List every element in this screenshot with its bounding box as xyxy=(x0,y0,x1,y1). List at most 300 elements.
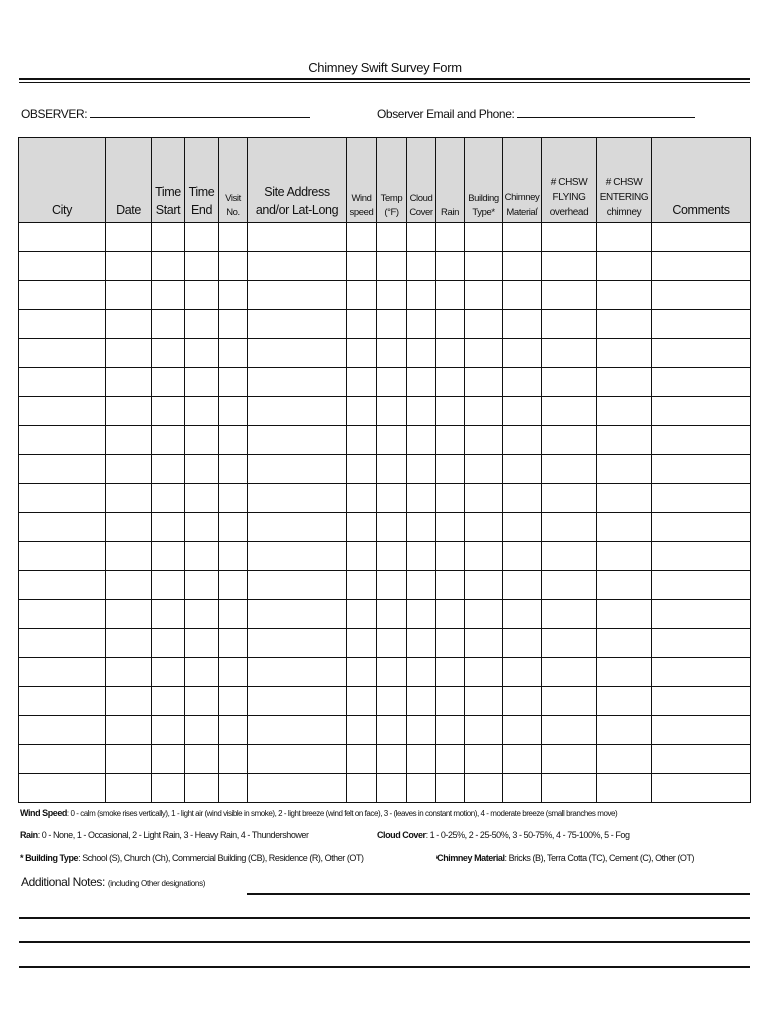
cell-site-address[interactable] xyxy=(248,484,347,513)
cell-rain[interactable] xyxy=(436,658,465,687)
cell-date[interactable] xyxy=(106,426,152,455)
cell-wind-speed[interactable] xyxy=(347,252,377,281)
cell-comments[interactable] xyxy=(652,426,751,455)
email-phone-input-line[interactable] xyxy=(517,105,695,118)
cell-city[interactable] xyxy=(19,252,106,281)
cell-time-end[interactable] xyxy=(185,716,219,745)
cell-chsw-entering[interactable] xyxy=(597,339,652,368)
cell-cloud-cover[interactable] xyxy=(407,426,436,455)
cell-building-type[interactable] xyxy=(465,426,503,455)
cell-date[interactable] xyxy=(106,774,152,803)
cell-time-start[interactable] xyxy=(152,310,185,339)
cell-cloud-cover[interactable] xyxy=(407,513,436,542)
cell-site-address[interactable] xyxy=(248,426,347,455)
cell-time-end[interactable] xyxy=(185,484,219,513)
cell-comments[interactable] xyxy=(652,600,751,629)
cell-chsw-flying[interactable] xyxy=(542,455,597,484)
cell-cloud-cover[interactable] xyxy=(407,368,436,397)
cell-wind-speed[interactable] xyxy=(347,426,377,455)
cell-chimney-material[interactable] xyxy=(503,600,542,629)
cell-chsw-entering[interactable] xyxy=(597,426,652,455)
cell-date[interactable] xyxy=(106,687,152,716)
cell-rain[interactable] xyxy=(436,455,465,484)
cell-building-type[interactable] xyxy=(465,629,503,658)
cell-date[interactable] xyxy=(106,223,152,252)
cell-wind-speed[interactable] xyxy=(347,339,377,368)
cell-time-end[interactable] xyxy=(185,310,219,339)
cell-chsw-entering[interactable] xyxy=(597,252,652,281)
cell-chsw-flying[interactable] xyxy=(542,600,597,629)
cell-chsw-flying[interactable] xyxy=(542,716,597,745)
cell-cloud-cover[interactable] xyxy=(407,745,436,774)
cell-chsw-flying[interactable] xyxy=(542,339,597,368)
cell-building-type[interactable] xyxy=(465,281,503,310)
cell-visit-no[interactable] xyxy=(219,252,248,281)
cell-comments[interactable] xyxy=(652,513,751,542)
cell-city[interactable] xyxy=(19,600,106,629)
cell-visit-no[interactable] xyxy=(219,658,248,687)
cell-city[interactable] xyxy=(19,542,106,571)
cell-chsw-entering[interactable] xyxy=(597,281,652,310)
cell-site-address[interactable] xyxy=(248,513,347,542)
cell-time-end[interactable] xyxy=(185,281,219,310)
cell-comments[interactable] xyxy=(652,716,751,745)
cell-comments[interactable] xyxy=(652,339,751,368)
cell-date[interactable] xyxy=(106,310,152,339)
cell-visit-no[interactable] xyxy=(219,571,248,600)
cell-chsw-flying[interactable] xyxy=(542,774,597,803)
cell-building-type[interactable] xyxy=(465,339,503,368)
cell-building-type[interactable] xyxy=(465,397,503,426)
cell-site-address[interactable] xyxy=(248,658,347,687)
cell-time-start[interactable] xyxy=(152,484,185,513)
cell-chsw-flying[interactable] xyxy=(542,484,597,513)
cell-rain[interactable] xyxy=(436,600,465,629)
cell-wind-speed[interactable] xyxy=(347,310,377,339)
cell-wind-speed[interactable] xyxy=(347,629,377,658)
cell-chsw-entering[interactable] xyxy=(597,455,652,484)
cell-building-type[interactable] xyxy=(465,223,503,252)
cell-temp[interactable] xyxy=(377,397,407,426)
cell-chimney-material[interactable] xyxy=(503,629,542,658)
cell-site-address[interactable] xyxy=(248,310,347,339)
cell-site-address[interactable] xyxy=(248,455,347,484)
cell-cloud-cover[interactable] xyxy=(407,310,436,339)
cell-chimney-material[interactable] xyxy=(503,223,542,252)
cell-date[interactable] xyxy=(106,716,152,745)
cell-visit-no[interactable] xyxy=(219,542,248,571)
cell-rain[interactable] xyxy=(436,745,465,774)
cell-comments[interactable] xyxy=(652,310,751,339)
cell-time-start[interactable] xyxy=(152,629,185,658)
cell-time-end[interactable] xyxy=(185,252,219,281)
observer-input-line[interactable] xyxy=(90,105,310,118)
cell-building-type[interactable] xyxy=(465,774,503,803)
cell-comments[interactable] xyxy=(652,571,751,600)
cell-building-type[interactable] xyxy=(465,745,503,774)
cell-site-address[interactable] xyxy=(248,281,347,310)
cell-time-start[interactable] xyxy=(152,571,185,600)
cell-temp[interactable] xyxy=(377,252,407,281)
cell-chsw-flying[interactable] xyxy=(542,397,597,426)
cell-site-address[interactable] xyxy=(248,600,347,629)
cell-building-type[interactable] xyxy=(465,571,503,600)
cell-cloud-cover[interactable] xyxy=(407,223,436,252)
cell-city[interactable] xyxy=(19,658,106,687)
cell-site-address[interactable] xyxy=(248,687,347,716)
cell-chsw-flying[interactable] xyxy=(542,426,597,455)
cell-building-type[interactable] xyxy=(465,310,503,339)
cell-temp[interactable] xyxy=(377,426,407,455)
cell-chsw-entering[interactable] xyxy=(597,745,652,774)
cell-city[interactable] xyxy=(19,484,106,513)
cell-visit-no[interactable] xyxy=(219,368,248,397)
cell-building-type[interactable] xyxy=(465,600,503,629)
cell-wind-speed[interactable] xyxy=(347,658,377,687)
cell-city[interactable] xyxy=(19,571,106,600)
cell-date[interactable] xyxy=(106,513,152,542)
cell-building-type[interactable] xyxy=(465,455,503,484)
cell-city[interactable] xyxy=(19,339,106,368)
cell-visit-no[interactable] xyxy=(219,716,248,745)
cell-rain[interactable] xyxy=(436,368,465,397)
cell-time-start[interactable] xyxy=(152,542,185,571)
cell-wind-speed[interactable] xyxy=(347,513,377,542)
cell-building-type[interactable] xyxy=(465,542,503,571)
notes-line-1[interactable] xyxy=(247,893,750,895)
cell-rain[interactable] xyxy=(436,281,465,310)
cell-wind-speed[interactable] xyxy=(347,716,377,745)
cell-comments[interactable] xyxy=(652,397,751,426)
cell-building-type[interactable] xyxy=(465,368,503,397)
cell-chsw-entering[interactable] xyxy=(597,513,652,542)
cell-cloud-cover[interactable] xyxy=(407,339,436,368)
cell-chsw-flying[interactable] xyxy=(542,629,597,658)
cell-date[interactable] xyxy=(106,339,152,368)
cell-rain[interactable] xyxy=(436,252,465,281)
cell-temp[interactable] xyxy=(377,745,407,774)
cell-chsw-flying[interactable] xyxy=(542,252,597,281)
cell-time-start[interactable] xyxy=(152,716,185,745)
cell-time-end[interactable] xyxy=(185,745,219,774)
cell-time-end[interactable] xyxy=(185,687,219,716)
cell-rain[interactable] xyxy=(436,426,465,455)
cell-date[interactable] xyxy=(106,368,152,397)
cell-building-type[interactable] xyxy=(465,513,503,542)
email-phone-field[interactable] xyxy=(377,105,695,121)
cell-temp[interactable] xyxy=(377,455,407,484)
cell-time-start[interactable] xyxy=(152,397,185,426)
cell-date[interactable] xyxy=(106,484,152,513)
cell-temp[interactable] xyxy=(377,571,407,600)
cell-chsw-flying[interactable] xyxy=(542,571,597,600)
cell-time-start[interactable] xyxy=(152,600,185,629)
cell-chsw-entering[interactable] xyxy=(597,658,652,687)
cell-temp[interactable] xyxy=(377,310,407,339)
cell-temp[interactable] xyxy=(377,542,407,571)
cell-visit-no[interactable] xyxy=(219,455,248,484)
cell-chimney-material[interactable] xyxy=(503,571,542,600)
notes-line-2[interactable] xyxy=(19,917,750,919)
cell-chsw-flying[interactable] xyxy=(542,513,597,542)
cell-city[interactable] xyxy=(19,223,106,252)
cell-city[interactable] xyxy=(19,716,106,745)
cell-chsw-entering[interactable] xyxy=(597,629,652,658)
cell-city[interactable] xyxy=(19,745,106,774)
cell-temp[interactable] xyxy=(377,774,407,803)
cell-cloud-cover[interactable] xyxy=(407,629,436,658)
cell-cloud-cover[interactable] xyxy=(407,484,436,513)
cell-comments[interactable] xyxy=(652,281,751,310)
cell-cloud-cover[interactable] xyxy=(407,397,436,426)
cell-chimney-material[interactable] xyxy=(503,484,542,513)
cell-time-start[interactable] xyxy=(152,223,185,252)
cell-cloud-cover[interactable] xyxy=(407,571,436,600)
cell-date[interactable] xyxy=(106,542,152,571)
cell-comments[interactable] xyxy=(652,774,751,803)
cell-time-start[interactable] xyxy=(152,658,185,687)
cell-city[interactable] xyxy=(19,455,106,484)
cell-time-end[interactable] xyxy=(185,368,219,397)
cell-date[interactable] xyxy=(106,455,152,484)
cell-time-start[interactable] xyxy=(152,745,185,774)
cell-visit-no[interactable] xyxy=(219,484,248,513)
cell-site-address[interactable] xyxy=(248,774,347,803)
cell-time-end[interactable] xyxy=(185,658,219,687)
cell-time-end[interactable] xyxy=(185,571,219,600)
cell-rain[interactable] xyxy=(436,542,465,571)
cell-time-start[interactable] xyxy=(152,339,185,368)
cell-site-address[interactable] xyxy=(248,368,347,397)
cell-site-address[interactable] xyxy=(248,571,347,600)
cell-time-start[interactable] xyxy=(152,687,185,716)
cell-chsw-entering[interactable] xyxy=(597,368,652,397)
cell-site-address[interactable] xyxy=(248,339,347,368)
cell-visit-no[interactable] xyxy=(219,513,248,542)
cell-cloud-cover[interactable] xyxy=(407,542,436,571)
cell-comments[interactable] xyxy=(652,629,751,658)
cell-visit-no[interactable] xyxy=(219,281,248,310)
cell-time-start[interactable] xyxy=(152,455,185,484)
cell-chsw-entering[interactable] xyxy=(597,716,652,745)
cell-building-type[interactable] xyxy=(465,658,503,687)
cell-rain[interactable] xyxy=(436,484,465,513)
cell-site-address[interactable] xyxy=(248,397,347,426)
cell-site-address[interactable] xyxy=(248,629,347,658)
cell-time-end[interactable] xyxy=(185,223,219,252)
notes-line-4[interactable] xyxy=(19,966,750,968)
cell-visit-no[interactable] xyxy=(219,600,248,629)
cell-wind-speed[interactable] xyxy=(347,281,377,310)
cell-wind-speed[interactable] xyxy=(347,397,377,426)
cell-wind-speed[interactable] xyxy=(347,745,377,774)
cell-rain[interactable] xyxy=(436,571,465,600)
cell-temp[interactable] xyxy=(377,629,407,658)
cell-site-address[interactable] xyxy=(248,252,347,281)
cell-comments[interactable] xyxy=(652,687,751,716)
cell-cloud-cover[interactable] xyxy=(407,600,436,629)
cell-cloud-cover[interactable] xyxy=(407,716,436,745)
cell-chimney-material[interactable] xyxy=(503,774,542,803)
cell-chsw-entering[interactable] xyxy=(597,774,652,803)
cell-time-start[interactable] xyxy=(152,774,185,803)
cell-site-address[interactable] xyxy=(248,542,347,571)
cell-visit-no[interactable] xyxy=(219,339,248,368)
cell-comments[interactable] xyxy=(652,252,751,281)
cell-chsw-flying[interactable] xyxy=(542,368,597,397)
cell-wind-speed[interactable] xyxy=(347,368,377,397)
cell-date[interactable] xyxy=(106,600,152,629)
cell-time-end[interactable] xyxy=(185,542,219,571)
cell-temp[interactable] xyxy=(377,658,407,687)
cell-wind-speed[interactable] xyxy=(347,774,377,803)
cell-rain[interactable] xyxy=(436,687,465,716)
cell-cloud-cover[interactable] xyxy=(407,252,436,281)
cell-temp[interactable] xyxy=(377,368,407,397)
cell-chimney-material[interactable] xyxy=(503,397,542,426)
cell-building-type[interactable] xyxy=(465,716,503,745)
cell-cloud-cover[interactable] xyxy=(407,281,436,310)
cell-chimney-material[interactable] xyxy=(503,513,542,542)
cell-temp[interactable] xyxy=(377,513,407,542)
notes-line-3[interactable] xyxy=(19,941,750,943)
cell-time-start[interactable] xyxy=(152,281,185,310)
cell-date[interactable] xyxy=(106,658,152,687)
cell-wind-speed[interactable] xyxy=(347,484,377,513)
cell-comments[interactable] xyxy=(652,455,751,484)
cell-site-address[interactable] xyxy=(248,223,347,252)
cell-chsw-flying[interactable] xyxy=(542,745,597,774)
cell-city[interactable] xyxy=(19,513,106,542)
cell-temp[interactable] xyxy=(377,687,407,716)
observer-field[interactable] xyxy=(21,105,310,121)
cell-site-address[interactable] xyxy=(248,716,347,745)
cell-cloud-cover[interactable] xyxy=(407,687,436,716)
cell-chimney-material[interactable] xyxy=(503,687,542,716)
cell-city[interactable] xyxy=(19,368,106,397)
cell-visit-no[interactable] xyxy=(219,310,248,339)
cell-chimney-material[interactable] xyxy=(503,310,542,339)
cell-date[interactable] xyxy=(106,397,152,426)
cell-chsw-flying[interactable] xyxy=(542,658,597,687)
cell-chsw-entering[interactable] xyxy=(597,223,652,252)
cell-comments[interactable] xyxy=(652,658,751,687)
cell-time-start[interactable] xyxy=(152,426,185,455)
cell-chimney-material[interactable] xyxy=(503,281,542,310)
cell-comments[interactable] xyxy=(652,484,751,513)
cell-chsw-entering[interactable] xyxy=(597,571,652,600)
cell-chimney-material[interactable] xyxy=(503,716,542,745)
cell-rain[interactable] xyxy=(436,397,465,426)
cell-comments[interactable] xyxy=(652,223,751,252)
cell-city[interactable] xyxy=(19,281,106,310)
cell-time-end[interactable] xyxy=(185,339,219,368)
cell-time-end[interactable] xyxy=(185,513,219,542)
cell-rain[interactable] xyxy=(436,223,465,252)
cell-temp[interactable] xyxy=(377,484,407,513)
cell-chimney-material[interactable] xyxy=(503,745,542,774)
cell-chsw-entering[interactable] xyxy=(597,600,652,629)
cell-city[interactable] xyxy=(19,687,106,716)
cell-chsw-flying[interactable] xyxy=(542,687,597,716)
cell-time-start[interactable] xyxy=(152,252,185,281)
cell-city[interactable] xyxy=(19,629,106,658)
cell-time-start[interactable] xyxy=(152,513,185,542)
cell-wind-speed[interactable] xyxy=(347,571,377,600)
cell-date[interactable] xyxy=(106,281,152,310)
cell-date[interactable] xyxy=(106,571,152,600)
cell-chsw-flying[interactable] xyxy=(542,542,597,571)
cell-wind-speed[interactable] xyxy=(347,542,377,571)
cell-chimney-material[interactable] xyxy=(503,426,542,455)
cell-rain[interactable] xyxy=(436,310,465,339)
cell-visit-no[interactable] xyxy=(219,397,248,426)
cell-city[interactable] xyxy=(19,774,106,803)
cell-chimney-material[interactable] xyxy=(503,658,542,687)
cell-chimney-material[interactable] xyxy=(503,455,542,484)
cell-time-end[interactable] xyxy=(185,426,219,455)
cell-chsw-entering[interactable] xyxy=(597,310,652,339)
cell-building-type[interactable] xyxy=(465,687,503,716)
cell-visit-no[interactable] xyxy=(219,629,248,658)
cell-date[interactable] xyxy=(106,252,152,281)
cell-wind-speed[interactable] xyxy=(347,223,377,252)
cell-time-end[interactable] xyxy=(185,455,219,484)
cell-temp[interactable] xyxy=(377,223,407,252)
cell-chsw-entering[interactable] xyxy=(597,397,652,426)
cell-cloud-cover[interactable] xyxy=(407,455,436,484)
cell-chsw-entering[interactable] xyxy=(597,484,652,513)
cell-date[interactable] xyxy=(106,745,152,774)
cell-cloud-cover[interactable] xyxy=(407,774,436,803)
cell-city[interactable] xyxy=(19,397,106,426)
cell-time-end[interactable] xyxy=(185,774,219,803)
cell-rain[interactable] xyxy=(436,716,465,745)
cell-chsw-entering[interactable] xyxy=(597,687,652,716)
cell-date[interactable] xyxy=(106,629,152,658)
cell-building-type[interactable] xyxy=(465,252,503,281)
cell-wind-speed[interactable] xyxy=(347,600,377,629)
cell-comments[interactable] xyxy=(652,745,751,774)
cell-chsw-flying[interactable] xyxy=(542,223,597,252)
cell-time-end[interactable] xyxy=(185,600,219,629)
cell-wind-speed[interactable] xyxy=(347,687,377,716)
cell-temp[interactable] xyxy=(377,600,407,629)
cell-chsw-entering[interactable] xyxy=(597,542,652,571)
cell-comments[interactable] xyxy=(652,368,751,397)
cell-visit-no[interactable] xyxy=(219,774,248,803)
cell-time-start[interactable] xyxy=(152,368,185,397)
cell-temp[interactable] xyxy=(377,716,407,745)
cell-cloud-cover[interactable] xyxy=(407,658,436,687)
cell-rain[interactable] xyxy=(436,513,465,542)
cell-city[interactable] xyxy=(19,310,106,339)
cell-temp[interactable] xyxy=(377,339,407,368)
cell-rain[interactable] xyxy=(436,339,465,368)
cell-rain[interactable] xyxy=(436,774,465,803)
cell-comments[interactable] xyxy=(652,542,751,571)
cell-chsw-flying[interactable] xyxy=(542,281,597,310)
cell-chimney-material[interactable] xyxy=(503,542,542,571)
cell-city[interactable] xyxy=(19,426,106,455)
cell-chimney-material[interactable] xyxy=(503,339,542,368)
cell-time-end[interactable] xyxy=(185,397,219,426)
cell-time-end[interactable] xyxy=(185,629,219,658)
cell-chimney-material[interactable] xyxy=(503,368,542,397)
cell-temp[interactable] xyxy=(377,281,407,310)
cell-visit-no[interactable] xyxy=(219,426,248,455)
cell-visit-no[interactable] xyxy=(219,745,248,774)
